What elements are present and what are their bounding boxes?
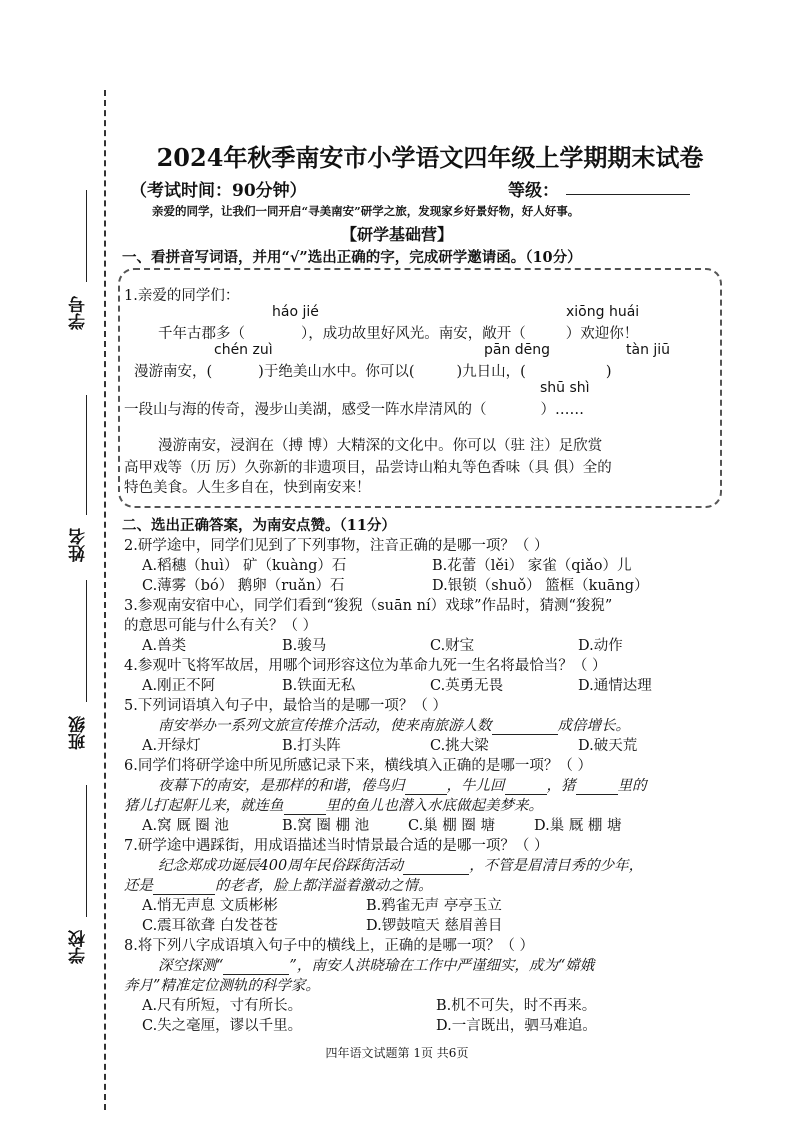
q7-opt-c: C.震耳欲聋 白发苍苍 bbox=[142, 918, 278, 934]
q1-title: 一、看拼音写词语，并用“√”选出正确的字，完成研学邀请函。（10分） bbox=[122, 249, 582, 266]
q1-para2-1: 漫游南安，浸润在（搏 博）大精深的文化中。你可以（驻 注）足欣赏 bbox=[158, 438, 603, 454]
q5-opt-a: A.开绿灯 bbox=[142, 738, 201, 754]
q8-opt-c: C.失之毫厘，谬以千里。 bbox=[142, 1018, 303, 1034]
banji-line bbox=[86, 580, 87, 702]
pinyin-3: chén zuì bbox=[214, 342, 273, 358]
binding-strip bbox=[0, 0, 120, 1123]
q3-opt-d: D.动作 bbox=[578, 638, 623, 654]
q1-line1: 千年古郡多（ ），成功故里好风光。南安，敞开（ ）欢迎你！ bbox=[158, 326, 639, 342]
q5-opt-d: D.破天荒 bbox=[578, 738, 638, 754]
label-banji: 班级 bbox=[69, 716, 89, 750]
pinyin-4: pān dēng bbox=[484, 342, 551, 358]
xingming-line bbox=[86, 395, 87, 515]
q6-opt-b: B.窝 圈 棚 池 bbox=[282, 818, 370, 834]
grade-blank bbox=[566, 194, 690, 195]
pinyin-5: tàn jiū bbox=[626, 342, 671, 358]
exam-title: 2024年秋季南安市小学语文四年级上学期期末试卷 bbox=[156, 143, 704, 172]
q2-opt-c: C.薄雾（bó） 鹅卵（ruǎn）石 bbox=[142, 578, 345, 594]
pinyin-2: xiōng huái bbox=[566, 304, 640, 320]
pinyin-6: shū shì bbox=[540, 380, 590, 396]
q7-sentence-2: 还是 的老者，脸上都洋溢着激动之情。 bbox=[124, 878, 433, 894]
label-xuexiao: 学校 bbox=[69, 930, 89, 964]
xuexiao-line bbox=[86, 785, 87, 917]
q1-line3: 一段山与海的传奇，漫步山美湖，感受一阵水岸清风的（ ）…… bbox=[124, 402, 584, 418]
q2-title: 二、选出正确答案，为南安点赞。（11分） bbox=[122, 517, 396, 534]
q4-opt-d: D.通情达理 bbox=[578, 678, 652, 694]
pinyin-1: háo jié bbox=[272, 304, 319, 320]
q1-line2: 漫游南安，( )于绝美山水中。你可以( )九日山，( ) bbox=[134, 364, 612, 380]
q8-opt-b: B.机不可失，时不再来。 bbox=[436, 998, 597, 1014]
q3-opt-b: B.骏马 bbox=[282, 638, 327, 654]
question-3: 3.参观南安宿中心，同学们看到“狻猊（suān ní）戏球”作品时，猜测“狻猊” bbox=[124, 598, 613, 614]
intro-text: 亲爱的同学，让我们一同开启“寻美南安”研学之旅，发现家乡好景好物，好人好事。 bbox=[152, 204, 580, 218]
grade-label: 等级： bbox=[508, 181, 559, 201]
q8-sentence-2: 奔月”精准定位测轨的科学家。 bbox=[124, 978, 320, 994]
q1-para2-2: 高甲戏等（历 厉）久弥新的非遗项目，品尝诗山粕丸等色香味（具 俱）全的 bbox=[124, 460, 612, 476]
q5-opt-b: B.打头阵 bbox=[282, 738, 341, 754]
q2-opt-b: B.花蕾（lěi） 家雀（qiǎo）儿 bbox=[432, 558, 632, 574]
question-5: 5.下列词语填入句子中，最恰当的是哪一项？（ ） bbox=[124, 698, 447, 714]
q2-opt-d: D.银锁（shuǒ） 篮框（kuāng） bbox=[432, 578, 649, 594]
q8-opt-d: D.一言既出，驷马难追。 bbox=[436, 1018, 597, 1034]
q4-opt-c: C.英勇无畏 bbox=[430, 678, 504, 694]
label-xuehao: 学号 bbox=[69, 296, 89, 330]
q2-opt-a: A.稻穗（huì） 矿（kuàng）石 bbox=[142, 558, 347, 574]
q3-opt-a: A.兽类 bbox=[142, 638, 187, 654]
q3-opt-c: C.财宝 bbox=[430, 638, 475, 654]
question-7: 7.研学途中遇踩街，用成语描述当时情景最合适的是哪一项？（ ） bbox=[124, 838, 549, 854]
q6-sentence-2: 猪儿打起鼾儿来，就连鱼 里的鱼儿也潜入水底做起美梦来。 bbox=[124, 798, 543, 814]
q8-sentence-1: 深空探测“ ”，南安人洪晓瑜在工作中严谨细实，成为“嫦娥 bbox=[158, 958, 595, 974]
label-xingming: 姓名 bbox=[69, 528, 89, 562]
question-2: 2.研学途中，同学们见到了下列事物，注音正确的是哪一项？（ ） bbox=[124, 538, 549, 554]
q6-opt-a: A.窝 厩 圈 池 bbox=[142, 818, 229, 834]
q1-greeting: 1.亲爱的同学们： bbox=[124, 288, 240, 304]
q7-opt-d: D.锣鼓喧天 慈眉善目 bbox=[366, 918, 503, 934]
q7-opt-a: A.悄无声息 文质彬彬 bbox=[142, 898, 278, 914]
q6-opt-d: D.巢 厩 棚 塘 bbox=[534, 818, 622, 834]
page-footer: 四年语文试题第 1页 共6页 bbox=[325, 1046, 469, 1060]
q6-opt-c: C.巢 棚 圈 塘 bbox=[408, 818, 496, 834]
question-4: 4.参观叶飞将军故居，用哪个词形容这位为革命九死一生名将最恰当？（ ） bbox=[124, 658, 607, 674]
question-3-cont: 的意思可能与什么有关？（ ） bbox=[124, 618, 318, 634]
q7-opt-b: B.鸦雀无声 亭亭玉立 bbox=[366, 898, 502, 914]
q7-sentence-1: 纪念郑成功诞辰400周年民俗踩街活动 ，不管是眉清目秀的少年， bbox=[158, 858, 644, 874]
q8-opt-a: A.尺有所短，寸有所长。 bbox=[142, 998, 303, 1014]
q5-opt-c: C.挑大梁 bbox=[430, 738, 489, 754]
question-6: 6.同学们将研学途中所见所感记录下来，横线填入正确的是哪一项？（ ） bbox=[124, 758, 592, 774]
q4-opt-a: A.刚正不阿 bbox=[142, 678, 216, 694]
section-title: 【研学基础营】 bbox=[340, 225, 453, 244]
q5-sentence: 南安举办一系列文旅宣传推介活动，使来南旅游人数 成倍增长。 bbox=[158, 718, 630, 734]
q6-sentence-1: 夜幕下的南安，是那样的和谐，倦鸟归 ，牛儿回 ，猪 里的 bbox=[158, 778, 647, 794]
q4-opt-b: B.铁面无私 bbox=[282, 678, 356, 694]
exam-time: （考试时间：90分钟） bbox=[130, 181, 307, 201]
q1-para2-3: 特色美食。人生多自在，快到南安来！ bbox=[124, 480, 371, 496]
question-8: 8.将下列八字成语填入句子中的横线上，正确的是哪一项？（ ） bbox=[124, 938, 534, 954]
